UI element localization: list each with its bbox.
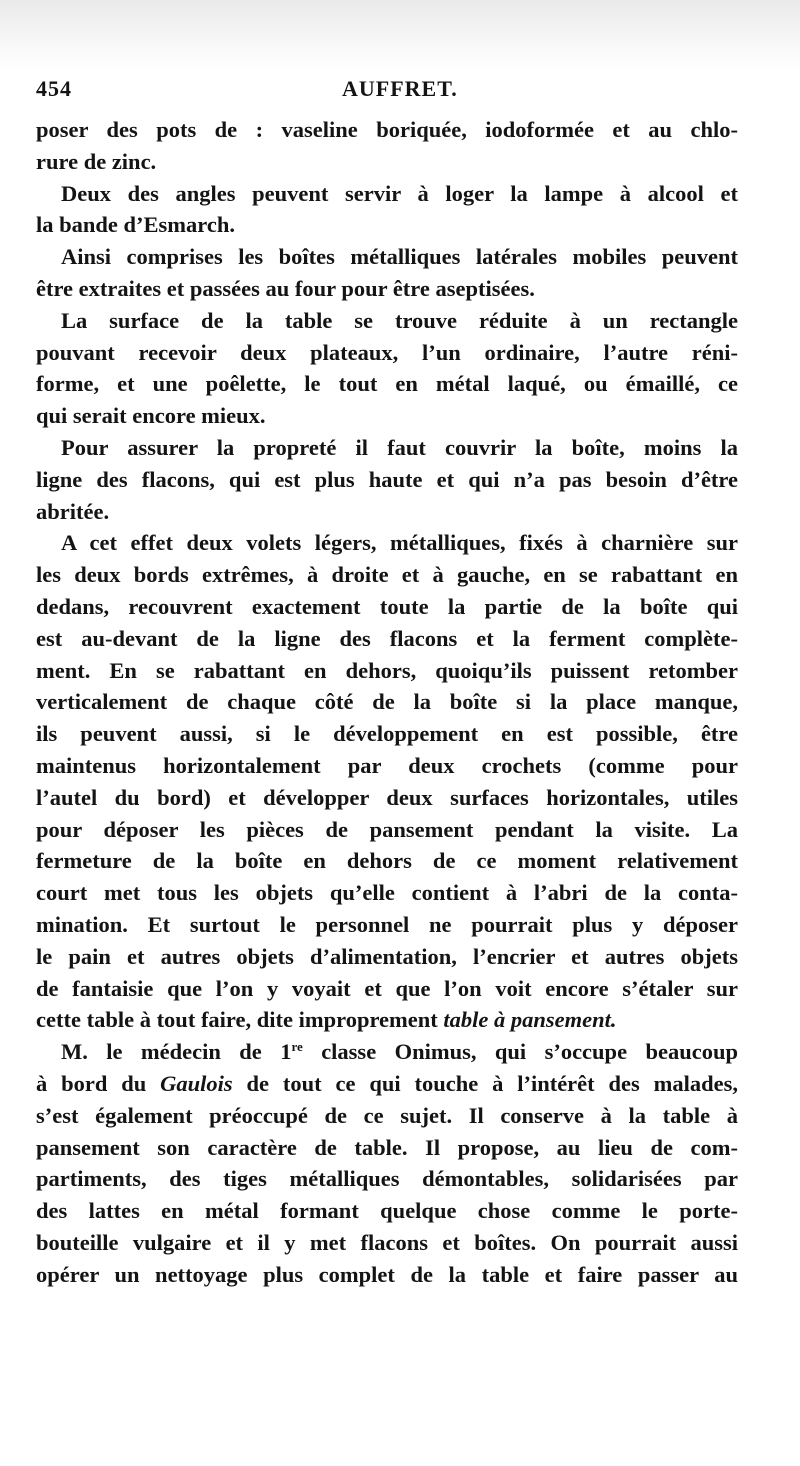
text-line: [36, 1036, 738, 1068]
text-line: bouteille vulgaire et il y met flacons et boîtes. On pourrait aussi: [36, 1229, 738, 1255]
running-head: AUFFRET.: [342, 76, 458, 101]
text-line: mination. Et surtout le personnel ne pourrait plus y déposer: [36, 911, 738, 937]
text-line: qui serait encore mieux.: [36, 403, 266, 429]
text-line: Pour assurer la propreté il faut couvrir la boîte, moins la: [61, 434, 738, 460]
text-line: dedans, recouvrent exactement toute la partie de la boîte qui: [36, 593, 738, 619]
superscript: re: [291, 1039, 303, 1055]
text-line: ils peuvent aussi, si le développement en est possible, être: [36, 721, 738, 747]
text-line: des lattes en métal formant quelque chose comme le porte-: [36, 1198, 738, 1224]
text-line: [36, 1068, 738, 1100]
text-run: à bord du: [36, 1070, 161, 1096]
text-run: M. le médecin de 1: [61, 1039, 292, 1065]
text-line: court met tous les objets qu’elle contient à l’abri de la conta-: [36, 880, 738, 906]
text-line: l’autel du bord) et développer deux surfaces horizontales, utiles: [36, 784, 738, 810]
text-line: poser des pots de : vaseline boriquée, iodoformée et au chlo-: [36, 117, 738, 142]
text-line: pour déposer les pièces de pansement pendant la visite. La: [36, 816, 738, 842]
text-line: [36, 1004, 738, 1036]
text-run: de tout ce qui touche à l’intérêt des malades,: [232, 1070, 738, 1096]
text-line: les deux bords extrêmes, à droite et à gauche, en se rabattant en: [36, 562, 738, 588]
text-run: classe Onimus, qui s’occupe beaucoup: [302, 1039, 738, 1065]
page-header: [36, 76, 738, 110]
text-line: La surface de la table se trouve réduite à un rectangle: [61, 307, 738, 333]
text-line: opérer un nettoyage plus complet de la table et faire passer au: [36, 1261, 738, 1287]
text-run: cette table à tout faire, dite improprement: [36, 1007, 444, 1033]
text-line: pansement son caractère de table. Il propose, au lieu de com-: [36, 1134, 738, 1160]
italic-text: table à pansement.: [443, 1007, 617, 1033]
text-line: fermeture de la boîte en dehors de ce moment relativement: [36, 848, 738, 874]
text-line: Deux des angles peuvent servir à loger la lampe à alcool et: [61, 180, 738, 206]
text-line: s’est également préoccupé de ce sujet. Il conserve à la table à: [36, 1102, 738, 1128]
text-line: ment. En se rabattant en dehors, quoiqu’ils puissent retomber: [36, 657, 738, 683]
text-line: forme, et une poêlette, le tout en métal laqué, ou émaillé, ce: [36, 371, 738, 397]
text-line: être extraites et passées au four pour être aseptisées.: [36, 275, 535, 301]
text-line: rure de zinc.: [36, 148, 157, 174]
text-line: verticalement de chaque côté de la boîte si la place manque,: [36, 689, 738, 715]
text-line: abritée.: [36, 498, 110, 524]
italic-text: Gaulois: [160, 1070, 233, 1096]
text-line: ligne des flacons, qui est plus haute et qui n’a pas besoin d’être: [36, 466, 738, 492]
text-line: partiments, des tiges métalliques démontables, solidarisées par: [36, 1166, 738, 1192]
text-line: est au-devant de la ligne des flacons et la ferment complète-: [36, 625, 738, 651]
text-line: la bande d’Esmarch.: [36, 212, 235, 238]
text-line: pouvant recevoir deux plateaux, l’un ordinaire, l’autre réni-: [36, 339, 738, 365]
page-number: 454: [36, 76, 72, 101]
text-line: Ainsi comprises les boîtes métalliques latérales mobiles peuvent: [61, 244, 738, 270]
text-line: de fantaisie que l’on y voyait et que l’on voit encore s’étaler sur: [36, 975, 738, 1001]
body-text: [36, 114, 738, 1290]
text-line: A cet effet deux volets légers, métalliques, fixés à charnière sur: [61, 530, 738, 556]
text-line: maintenus horizontalement par deux crochets (comme pour: [36, 752, 738, 778]
text-line: le pain et autres objets d’alimentation, l’encrier et autres objets: [36, 943, 738, 969]
